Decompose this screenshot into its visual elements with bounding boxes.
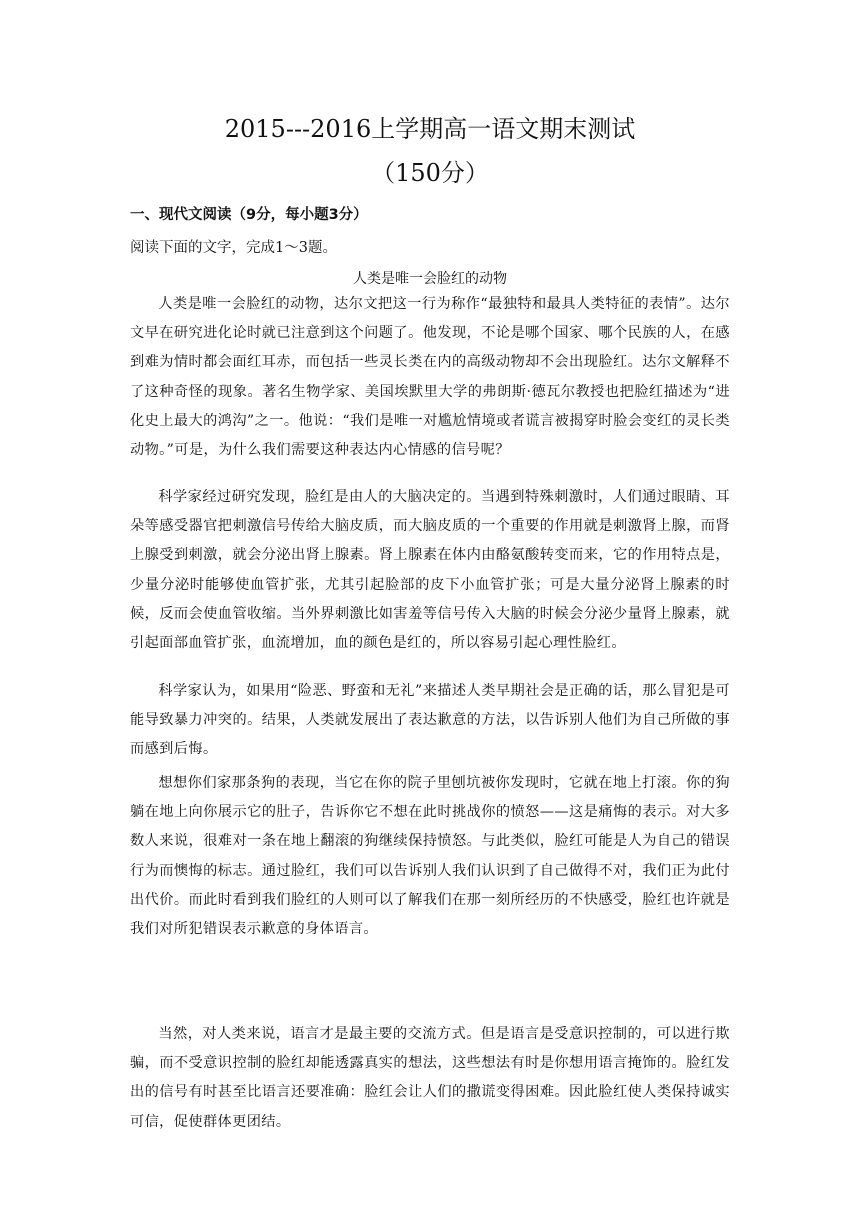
exam-total-score: （150分）	[371, 159, 489, 187]
article-paragraph-5: 当然，对人类来说，语言才是最主要的交流方式。但是语言是受意识控制的，可以进行欺骗，而不受意识控制的脸红却能透露真实的想法，这些想法有时是你想用语言掩饰的。脸红发出的信号有时甚至比语言还要准确：脸红会让人们的撒谎变得困难。因此脸红使人类保持诚实可信，促使群体更团结。	[130, 1026, 730, 1130]
article-title: 人类是唯一会脸红的动物	[353, 271, 507, 287]
article-paragraph-4: 想想你们家那条狗的表现，当它在你的院子里刨坑被你发现时，它就在地上打滚。你的狗躺在地上向你展示它的肚子，告诉你它不想在此时挑战你的愤怒——这是痛悔的表示。对大多数人来说，很难对一条在地上翻滚的狗继续保持愤怒。与此类似，脸红可能是人为自己的错误行为而懊悔的标志。通过脸红，我们可以告诉别人我们认识到了自己做得不对，我们正为此付出代价。而此时看到我们脸红的人则可以了解我们在那一刻所经历的不快感受，脸红也许就是我们对所犯错误表示歉意的身体语言。	[130, 775, 730, 938]
article-paragraph-1: 人类是唯一会脸红的动物，达尔文把这一行为称作“最独特和最具人类特征的表情”。达尔文早在研究进化论时就已注意到这个问题了。他发现，不论是哪个国家、哪个民族的人，在感到难为情时都会面红耳赤，而包括一些灵长类在内的高级动物却不会出现脸红。达尔文解释不了这种奇怪的现象。著名生物学家、美国埃默里大学的弗朗斯·德瓦尔教授也把脸红描述为“进化史上最大的鸿沟”之一。他说：“我们是唯一对尴尬情境或者谎言被揭穿时脸会变红的灵长类动物。”可是，为什么我们需要这种表达内心情感的信号呢？	[130, 296, 730, 459]
article-paragraph-3: 科学家认为，如果用“险恶、野蛮和无礼”来描述人类早期社会是正确的话，那么冒犯是可能导致暴力冲突的。结果，人类就发展出了表达歉意的方法，以告诉别人他们为自己所做的事而感到后悔。	[130, 683, 730, 758]
section-heading: 一、现代文阅读（9分，每小题3分）	[130, 207, 368, 223]
reading-instruction: 阅读下面的文字，完成1～3题。	[130, 240, 337, 256]
article-paragraph-2: 科学家经过研究发现，脸红是由人的大脑决定的。当遇到特殊刺激时，人们通过眼睛、耳朵等感受器官把刺激信号传给大脑皮质，而大脑皮质的一个重要的作用就是刺激肾上腺，而肾上腺受到刺激，就会分泌出肾上腺素。肾上腺素在体内由酪氨酸转变而来，它的作用特点是，少量分泌时能够使血管扩张，尤其引起脸部的皮下小血管扩张；可是大量分泌肾上腺素的时候，反而会使血管收缩。当外界刺激比如害羞等信号传入大脑的时候会分泌少量肾上腺素，就引起面部血管扩张，血流增加，血的颜色是红的，所以容易引起心理性脸红。	[130, 489, 730, 652]
exam-title: 2015---2016上学期高一语文期末测试	[224, 115, 636, 143]
